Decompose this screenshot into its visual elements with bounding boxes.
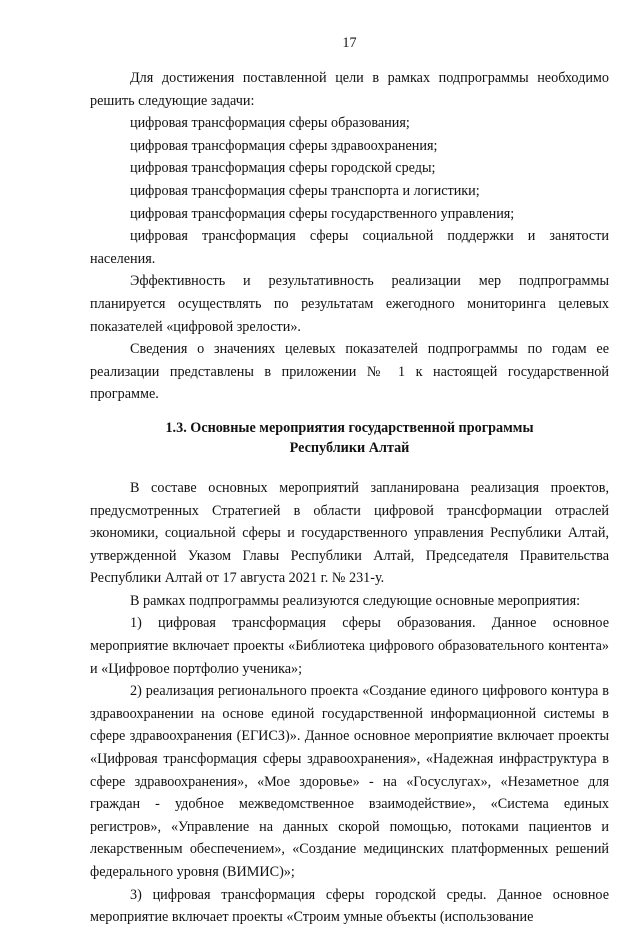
paragraph-intro: Для достижения поставленной цели в рамках подпрограммы необходимо решить следующие задачи: — [90, 70, 609, 109]
task-education: цифровая трансформация сферы образования; — [130, 115, 410, 132]
task-healthcare: цифровая трансформация сферы здравоохранения; — [130, 137, 438, 154]
paragraph-projects: В составе основных мероприятий запланирована реализация проектов, предусмотренных Стратегией в области цифровой трансформации отраслей экономики, социальной сферы и государственного управления Республики Алтай, утвержденной Указом Главы Республики Алтай, Председателя Правительства Республики Алтай от 17 августа 2021 г. № 231-у. — [90, 479, 609, 587]
section-heading-line-2: Республики Алтай — [289, 439, 410, 456]
paragraph-activities-lead: В рамках подпрограммы реализуются следующие основные мероприятия: — [130, 592, 581, 609]
task-social-support: цифровая трансформация сферы социальной поддержки и занятости населения. — [90, 228, 609, 267]
section-heading — [90, 418, 609, 458]
paragraph-targets: Сведения о значениях целевых показателей подпрограммы по годам ее реализации представлены в приложении № 1 к настоящей государственной программе. — [90, 341, 609, 403]
task-urban-environment: цифровая трансформация сферы городской среды; — [130, 160, 436, 177]
activity-item-1: 1) цифровая трансформация сферы образования. Данное основное мероприятие включает проекты «Библиотека цифрового образовательного контента» и «Цифровое портфолио ученика»; — [90, 615, 609, 677]
activity-item-3: 3) цифровая трансформация сферы городской среды. Данное основное мероприятие включает проекты «Строим умные объекты (использование — [90, 886, 609, 926]
section-heading-line-1: 1.3. Основные мероприятия государственной программы — [165, 419, 534, 436]
task-public-administration: цифровая трансформация сферы государственного управления; — [130, 205, 515, 222]
paragraph-efficiency: Эффективность и результативность реализации мер подпрограммы планируется осуществлять по результатам ежегодного мониторинга целевых показателей «цифровой зрелости». — [90, 273, 609, 335]
page-number: 17 — [342, 35, 357, 51]
task-transport-logistics: цифровая трансформация сферы транспорта и логистики; — [130, 182, 480, 199]
activity-item-2: 2) реализация регионального проекта «Создание единого цифрового контура в здравоохранении на основе единой государственной информационной системы в сфере здравоохранения (ЕГИСЗ)». Данное основное мероприятие включает проекты «Цифровая трансформация сферы здравоохранения», «Надежная инфраструктура в сфере здравоохранения», «Мое здоровье» - на «Госуслугах», «Незаметное для граждан - удобное межведомственное взаимодействие», «Система единых регистров», «Управление на данных скорой помощью, потоками пациентов и лекарственным обеспечением», «Создание медицинских платформенных решений федерального уровня (ВИМИС)»; — [90, 683, 609, 880]
